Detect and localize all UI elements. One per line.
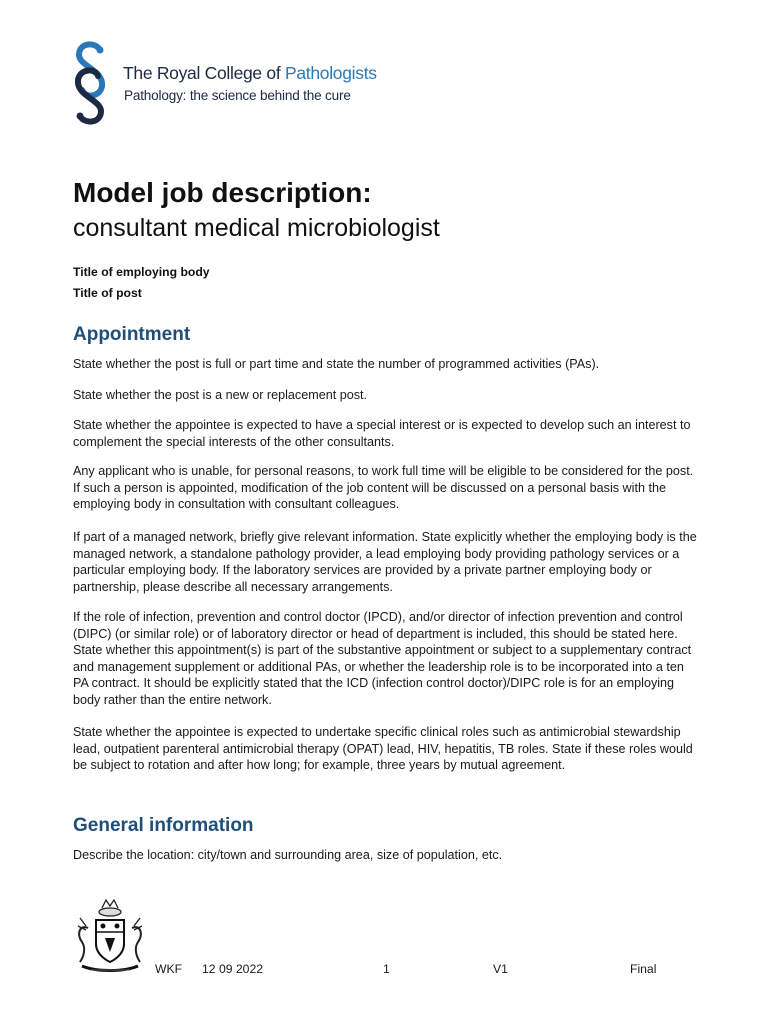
- employing-body-label: Title of employing body: [73, 265, 210, 279]
- college-name-part2: Pathologists: [284, 63, 377, 83]
- footer-date: 12 09 2022: [202, 962, 263, 976]
- footer-code: WKF: [155, 962, 183, 976]
- general-information-paragraph-1: Describe the location: city/town and surrounding area, size of population, etc.: [73, 848, 503, 862]
- appointment-heading: Appointment: [73, 324, 191, 345]
- section-sign-logo-icon: [66, 38, 114, 128]
- post-title-label: Title of post: [73, 286, 142, 300]
- college-logo: [66, 38, 386, 130]
- college-name: [123, 63, 377, 84]
- footer-status: Final: [630, 962, 657, 976]
- appointment-paragraph-4: Any applicant who is unable, for personal reasons, to work full time will be eligible to be considered for the post. If such a person is appointed, modification of the job content will be discussed on a personal basis with the employing body in consultation with consultant colleagues.: [73, 464, 694, 511]
- appointment-paragraph-7: State whether the appointee is expected to undertake specific clinical roles such as antimicrobial stewardship lead, outpatient parenteral antimicrobial therapy (OPAT) lead, HIV, hepatitis, TB roles. State if these roles would be subject to rotation and after how long; for example, three years by mutual agreement.: [73, 725, 693, 772]
- appointment-paragraph-2: State whether the post is a new or replacement post.: [73, 388, 368, 402]
- footer-version: V1: [493, 962, 508, 976]
- footer-page-number: 1: [383, 962, 390, 976]
- general-information-heading: General information: [73, 815, 254, 836]
- document-subtitle: consultant medical microbiologist: [73, 214, 440, 242]
- appointment-paragraph-6: If the role of infection, prevention and control doctor (IPCD), and/or director of infection prevention and control (DIPC) (or similar role) or of laboratory director or head of department is included, this should be stated here. State whether this appointment(s) is part of the substantive appointment or subject to a supplementary contract and management supplement or additional PAs, or whether the leadership role is to be incorporated into a ten PA contract. It should be explicitly stated that the ICD (infection control doctor)/DIPC role is for an employing body rather than the entire network.: [73, 610, 692, 707]
- appointment-paragraph-3: State whether the appointee is expected to have a special interest or is expected to develop such an interest to complement the special interests of the other consultants.: [73, 418, 691, 449]
- appointment-paragraph-5: If part of a managed network, briefly give relevant information. State explicitly whether the employing body is the managed network, a standalone pathology provider, a lead employing body providing pathology services or a particular employing body. If the laboratory services are provided by a private partner employing body or partnership, please describe all necessary arrangements.: [73, 530, 697, 594]
- appointment-paragraph-1: State whether the post is full or part time and state the number of programmed activities (PAs).: [73, 357, 600, 371]
- college-name-part1: The Royal College of: [123, 63, 285, 83]
- coat-of-arms-crest-icon: [72, 898, 148, 976]
- college-tagline: Pathology: the science behind the cure: [124, 88, 351, 103]
- document-title: Model job description:: [73, 177, 372, 208]
